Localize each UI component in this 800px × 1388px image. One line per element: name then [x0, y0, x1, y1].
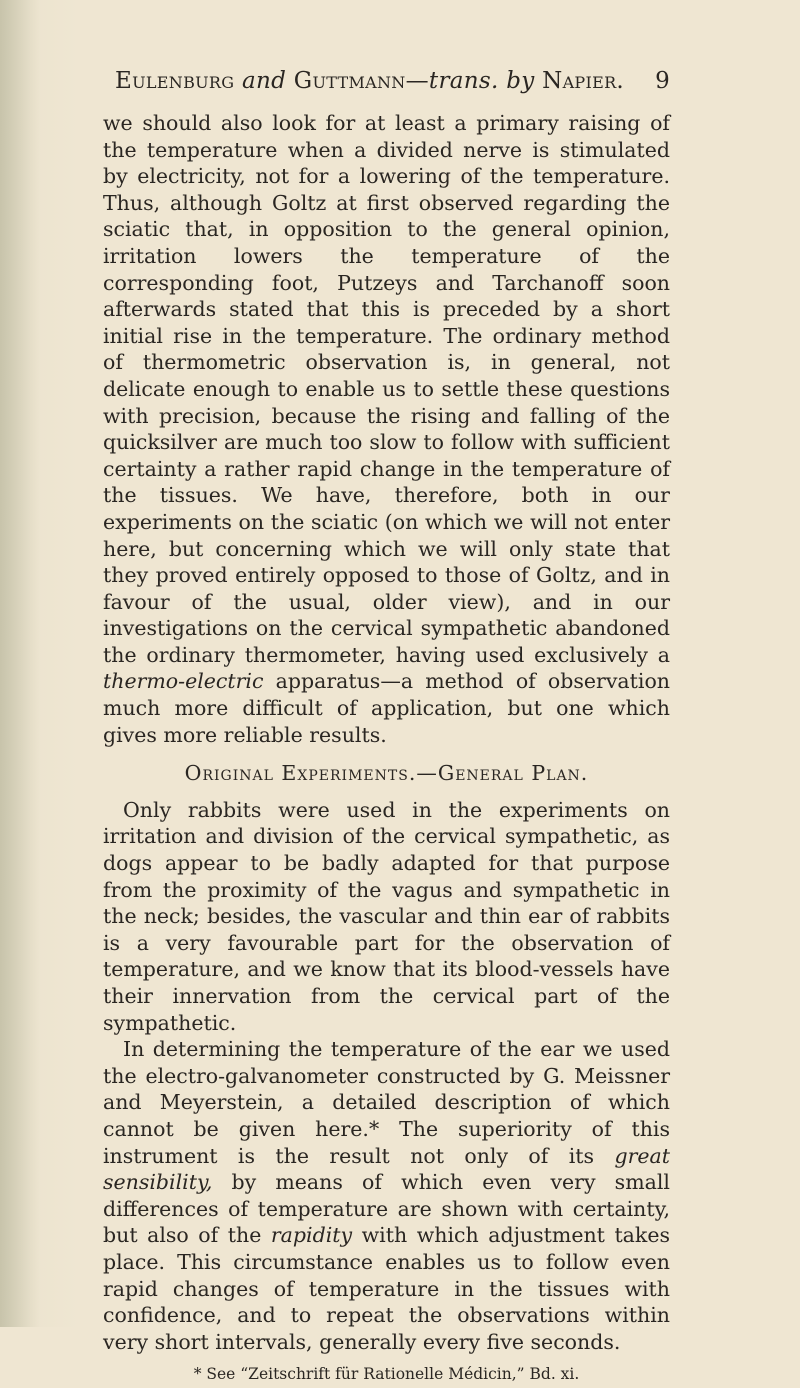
- header-translator: Napier.: [542, 68, 625, 94]
- paragraph-3-text-c: with which adjustment takes place. This circumstance enables us to follow even rapid changes of temperature in the tissues with confidence, and to repeat the observations within very short intervals, generally every five seconds.: [103, 1223, 670, 1354]
- paragraph-1-end: apparatus—a method of observation much more difficult of application, but one which gives more reliable results.: [103, 669, 670, 747]
- header-trans: trans. by: [428, 68, 535, 94]
- paragraph-3-italic-1: great sensibility,: [103, 1143, 670, 1195]
- header-author-b: Guttmann—: [293, 68, 429, 94]
- footnote: * See “Zeitschrift für Rationelle Médicin,” Bd. xi.: [193, 1365, 580, 1384]
- paragraph-3-text-a: In determining the temperature of the ear we used the electro-galvanometer constructed by G. Meissner and Meyerstein, a detailed description of which cannot be given here.* The superiority of this instrument is the result not only of its: [103, 1037, 670, 1168]
- page-edge-shadow: [0, 0, 40, 1327]
- paragraph-3: [103, 1036, 670, 1355]
- section-heading: Original Experiments.—General Plan.: [184, 761, 589, 786]
- header-author-a: Eulenburg: [115, 68, 235, 94]
- paragraph-2: Only rabbits were used in the experiments on irritation and division of the cervical sympathetic, as dogs appear to be badly adapted for that purpose from the proximity of the vagus and sympathetic in the neck; besides, the vascular and thin ear of rabbits is a very favourable part for the observation of temperature, and we know that its blood-vessels have their innervation from the cervical part of the sympathetic.: [103, 797, 670, 1035]
- paragraph-1-text: we should also look for at least a primary raising of the temperature when a divided nerve is stimulated by electricity, not for a lowering of the temperature. Thus, although Goltz at first observed regarding the sciatic that, in opposition to the general opinion, irritation lowers the temperature of the corresponding foot, Putzeys and Tarchanoff soon afterwards stated that this is preceded by a short initial rise in the temperature. The ordinary method of thermometric observation is, in general, not delicate enough to enable us to settle these questions with precision, because the rising and falling of the quicksilver are much too slow to follow with sufficient certainty a rather rapid change in the temperature of the tissues. We have, therefore, both in our experiments on the sciatic (on which we will not enter here, but concerning which we will only state that they proved entirely opposed to those of Goltz, and in favour of the usual, older view), and in our investigations on the cervical sympathetic abandoned the ordinary thermometer, having used exclusively a: [103, 111, 670, 667]
- body-text: [103, 110, 670, 1388]
- running-header: [115, 68, 670, 94]
- page-number: 9: [655, 68, 670, 94]
- paragraph-3-text-b: by means of which even very small differences of temperature are shown with certainty, but also of the: [103, 1170, 670, 1248]
- paragraph-1: [103, 110, 670, 748]
- paragraph-1-italic: thermo-electric: [103, 669, 264, 694]
- header-and: and: [241, 68, 287, 94]
- paragraph-3-italic-2: rapidity: [270, 1223, 353, 1248]
